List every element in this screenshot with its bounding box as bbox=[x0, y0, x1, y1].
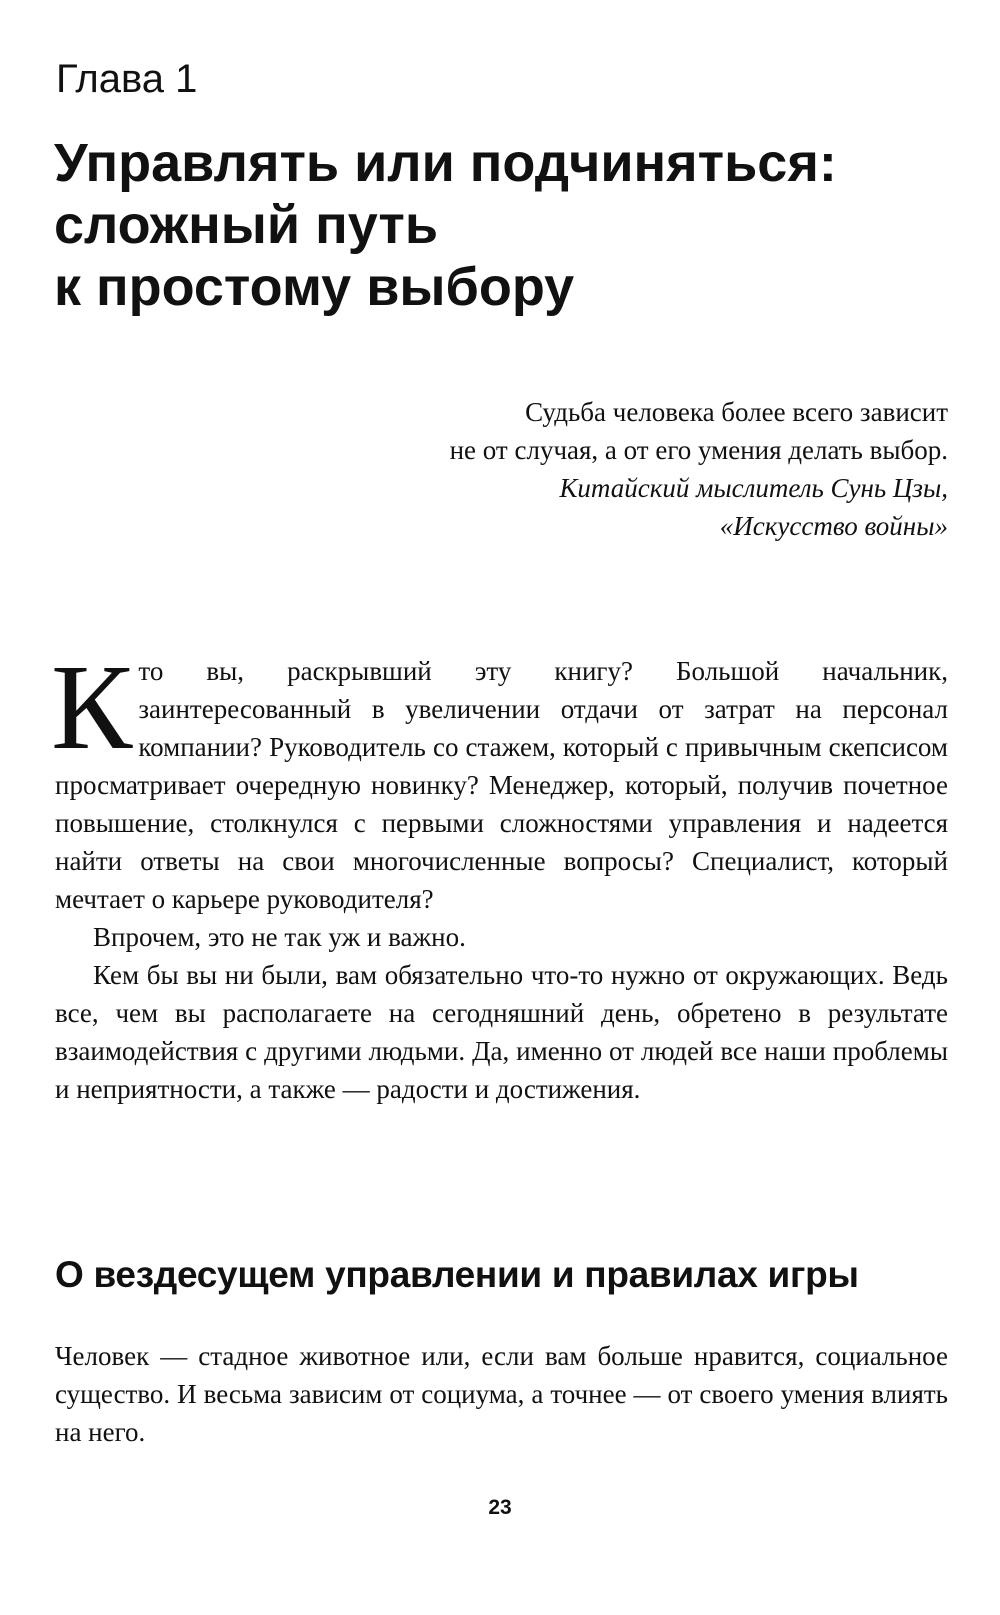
chapter-title-line: Управлять или подчиняться: bbox=[54, 133, 837, 193]
page-number: 23 bbox=[488, 1496, 512, 1519]
section-paragraph: Человек — стадное животное или, если вам больше нравится, социальное существо. И весьма зависим от социума, а точнее — от своего умения влиять на него. bbox=[55, 1341, 948, 1447]
chapter-title-line: к простому выбору bbox=[54, 257, 575, 317]
section-heading: О вездесущем управлении и правилах игры bbox=[55, 1254, 859, 1295]
body-paragraph: то вы, раскрывший эту книгу? Большой начальник, заинтересованный в увеличении отдачи от затрат на персонал компании? Руководитель со стажем, который с привычным скепсисом просматривает очередную новинку? Менеджер, который, получив почетное повышение, столкнулся с первыми сложностями управления и надеется найти ответы на свои многочисленные вопросы? Специалист, который мечтает о карьере руководителя? bbox=[55, 656, 948, 914]
chapter-title bbox=[54, 132, 934, 318]
body-text bbox=[51, 640, 948, 1108]
chapter-label: Глава 1 bbox=[56, 57, 198, 101]
drop-cap: К bbox=[51, 640, 133, 775]
body-paragraph: Кем бы вы ни были, вам обязательно что-то нужно от окружающих. Ведь все, чем вы располагаете на сегодняшний день, обретено в результате взаимодействия с другими людьми. Да, именно от людей все наши проблемы и неприятности, а также — радости и достижения. bbox=[55, 960, 948, 1104]
section-body bbox=[55, 1337, 948, 1451]
epigraph-author: Китайский мыслитель Сунь Цзы, bbox=[559, 473, 948, 503]
epigraph bbox=[328, 393, 948, 545]
epigraph-source: «Искусство войны» bbox=[719, 511, 948, 541]
chapter-title-line: сложный путь bbox=[54, 195, 439, 255]
epigraph-line: не от случая, а от его умения делать выбор. bbox=[449, 435, 948, 465]
body-paragraph: Впрочем, это не так уж и важно. bbox=[93, 922, 466, 952]
epigraph-line: Судьба человека более всего зависит bbox=[525, 397, 948, 427]
